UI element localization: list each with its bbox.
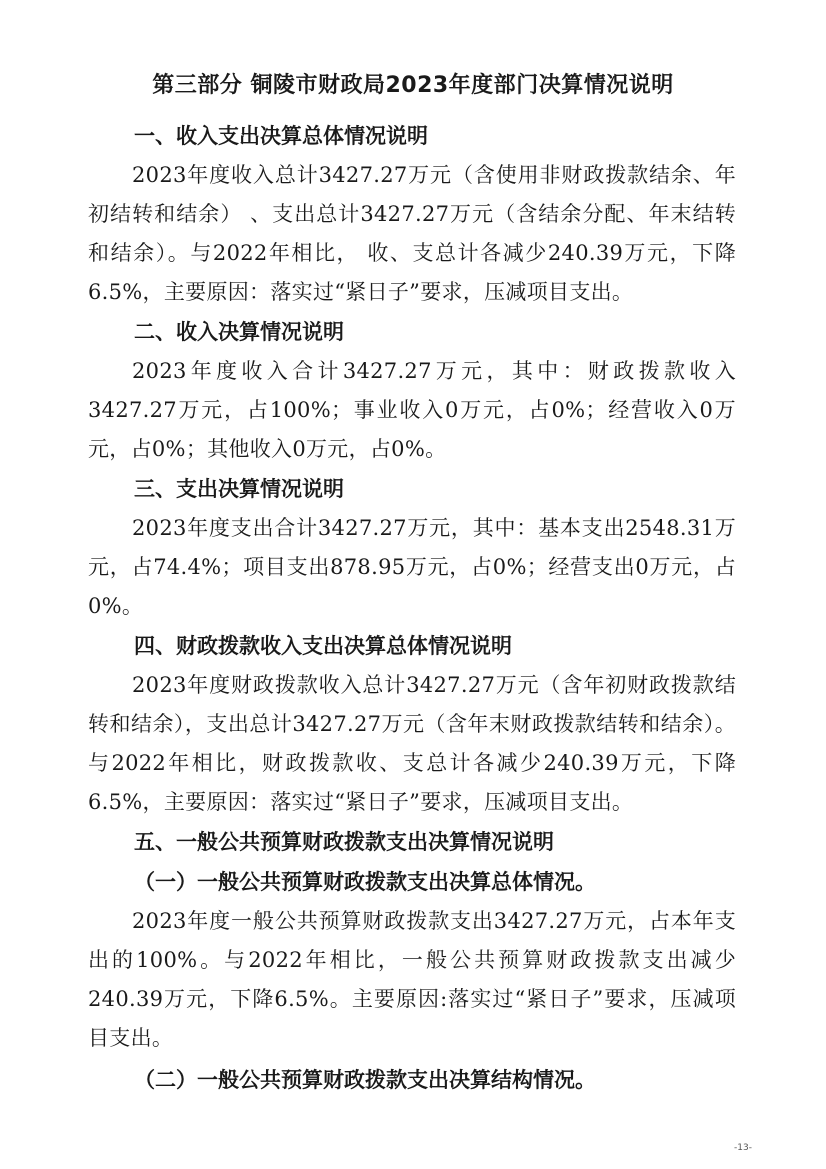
section-paragraph-2: 2023年度收入合计3427.27万元，其中：财政拨款收入3427.27万元，占100%；事业收入0万元，占0%；经营收入0万元，占0%；其他收入0万元，占0%。 [88, 359, 736, 461]
section-heading-2: 二、收入决算情况说明 [134, 320, 344, 344]
document-body [88, 116, 736, 1100]
section-heading-5: 五、一般公共预算财政拨款支出决算情况说明 [134, 830, 554, 854]
sub-heading-structure: （二）一般公共预算财政拨款支出决算结构情况。 [134, 1068, 596, 1092]
sub-heading-overall: （一）一般公共预算财政拨款支出决算总体情况。 [134, 870, 596, 894]
section-heading-1: 一、收入支出决算总体情况说明 [134, 124, 428, 148]
section-paragraph-4: 2023年度财政拨款收入总计3427.27万元（含年初财政拨款结转和结余），支出总计3427.27万元（含年末财政拨款结转和结余）。与2022年相比，财政拨款收、支总计各减少240.39万元，下降6.5%，主要原因：落实过“紧日子”要求，压减项目支出。 [88, 673, 736, 814]
page-number: -13- [734, 1143, 752, 1153]
section-heading-3: 三、支出决算情况说明 [134, 477, 344, 501]
section-paragraph-1: 2023年度收入总计3427.27万元（含使用非财政拨款结余、年初结转和结余） 、支出总计3427.27万元（含结余分配、年末结转和结余）。与2022年相比， 收、支总计各减少240.39万元，下降6.5%，主要原因：落实过“紧日子”要求，压减项目支出。 [88, 163, 736, 304]
section-paragraph-3: 2023年度支出合计3427.27万元，其中：基本支出2548.31万元，占74.4%；项目支出878.95万元，占0%；经营支出0万元，占0%。 [88, 516, 736, 618]
section-heading-4: 四、财政拨款收入支出决算总体情况说明 [134, 634, 512, 658]
page-title: 第三部分 铜陵市财政局2023年度部门决算情况说明 [152, 73, 674, 98]
section-paragraph-5: 2023年度一般公共预算财政拨款支出3427.27万元，占本年支出的100%。与2022年相比，一般公共预算财政拨款支出减少240.39万元，下降6.5%。主要原因:落实过“紧日子”要求，压减项目支出。 [88, 909, 736, 1050]
